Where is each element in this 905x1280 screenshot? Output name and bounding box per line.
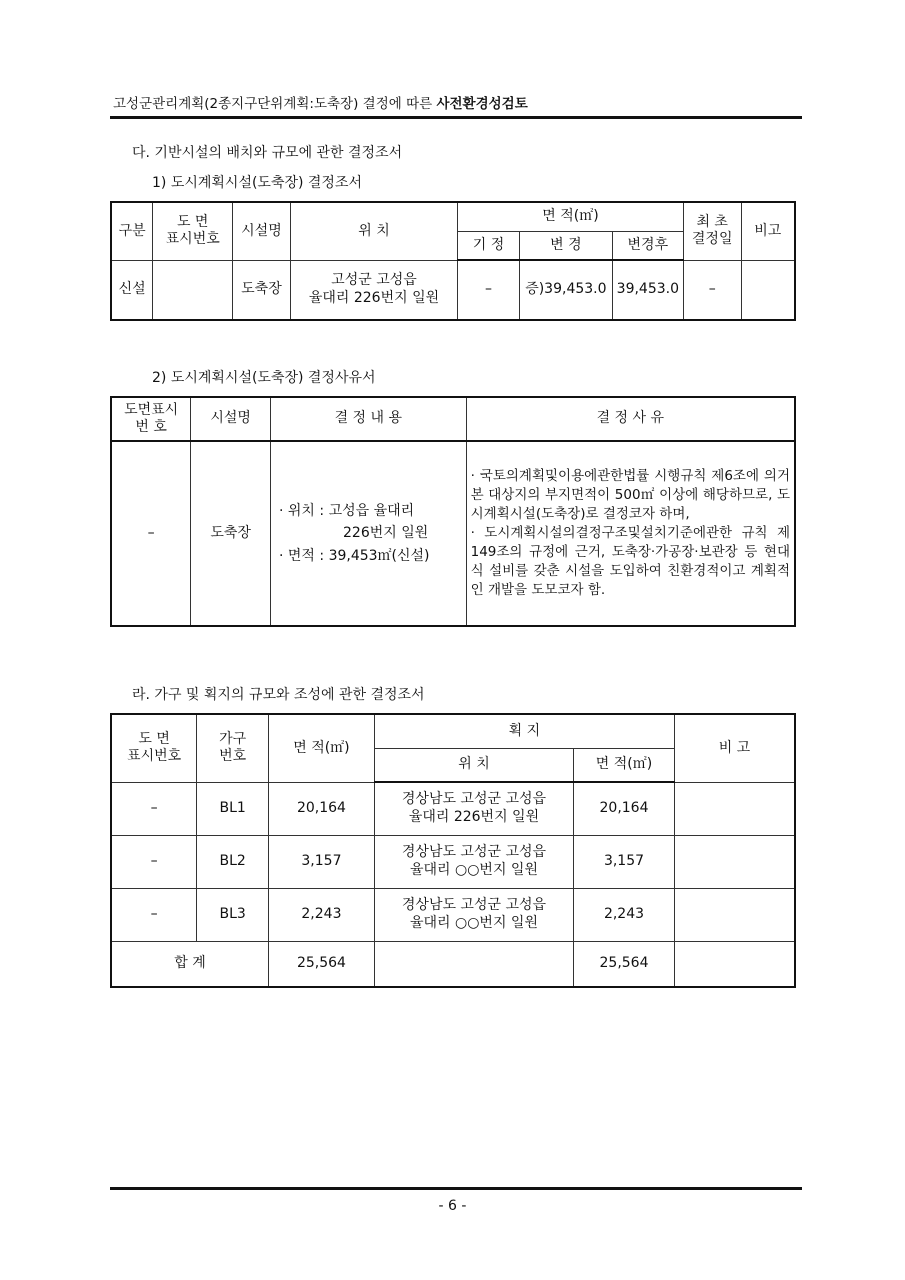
cell-lot-area: 3,157 — [574, 835, 675, 888]
cell-note — [674, 782, 795, 835]
cell-note — [674, 835, 795, 888]
table-row — [111, 835, 795, 888]
th-facility: 시설명 — [191, 397, 271, 441]
th-lot-area: 면 적(㎡) — [574, 748, 675, 782]
cell-gubun: 신설 — [111, 260, 153, 320]
th-block: 가구 번호 — [197, 714, 269, 782]
cell-location: 경상남도 고성군 고성읍 율대리 ○○번지 일원 — [374, 835, 573, 888]
cell-dom: – — [111, 782, 197, 835]
total-row — [111, 941, 795, 987]
cell-dom — [153, 260, 233, 320]
cell-content: · 위치 : 고성읍 율대리 226번지 일원 · 면적 : 39,453㎡(신설) — [271, 441, 467, 626]
cell-dom: – — [111, 835, 197, 888]
table-row — [111, 441, 795, 626]
th-dom: 도 면 표시번호 — [111, 714, 197, 782]
cell-total-label: 합 계 — [111, 941, 269, 987]
th-after: 변경후 — [612, 231, 683, 260]
cell-reason: · 국토의계획및이용에관한법률 시행규칙 제6조에 의거 본 대상지의 부지면적이 500㎡ 이상에 해당하므로, 도시계획시설(도축장)로 결정코자 하며, · 도시계획시설의결정구조및설치기준에관한 규칙 제149조의 규정에 근거, 도축장·가공장·보관장 등 현대식 설비를 갖춘 시설을 도입하여 친환경적이고 계획적인 개발을 도모코자 함. — [466, 441, 795, 626]
cell-note — [674, 888, 795, 941]
table-row — [111, 260, 795, 320]
header-title: 고성군관리계획(2종지구단위계획:도축장) 결정에 따른 — [113, 96, 437, 112]
cell-lot-area: 20,164 — [574, 782, 675, 835]
cell-block: BL2 — [197, 835, 269, 888]
sub2-heading: 2) 도시계획시설(도축장) 결정사유서 — [152, 370, 376, 386]
cell-total-area: 25,564 — [269, 941, 375, 987]
th-dom: 도 면 표시번호 — [153, 202, 233, 260]
cell-location: 경상남도 고성군 고성읍 율대리 ○○번지 일원 — [374, 888, 573, 941]
cell-dom: – — [111, 888, 197, 941]
th-lot: 획 지 — [374, 714, 674, 748]
cell-area: 20,164 — [269, 782, 375, 835]
th-area: 면 적(㎡) — [458, 202, 684, 231]
th-gubun: 구분 — [111, 202, 153, 260]
cell-block: BL3 — [197, 888, 269, 941]
cell-area: 2,243 — [269, 888, 375, 941]
th-change: 변 경 — [519, 231, 612, 260]
page-number: - 6 - — [438, 1198, 467, 1214]
cell-first: – — [683, 260, 741, 320]
block-lot-table — [110, 713, 796, 988]
cell-note — [741, 260, 795, 320]
cell-facility: 도축장 — [191, 441, 271, 626]
cell-existing: – — [458, 260, 520, 320]
cell-area: 3,157 — [269, 835, 375, 888]
header-title-bold: 사전환경성검토 — [436, 96, 528, 112]
th-note: 비 고 — [674, 714, 795, 782]
cell-location: 고성군 고성읍 율대리 226번지 일원 — [290, 260, 457, 320]
cell-facility: 도축장 — [233, 260, 291, 320]
th-note: 비고 — [741, 202, 795, 260]
table-row — [111, 888, 795, 941]
cell-location: 경상남도 고성군 고성읍 율대리 226번지 일원 — [374, 782, 573, 835]
cell-lot-area: 2,243 — [574, 888, 675, 941]
th-existing: 기 정 — [458, 231, 520, 260]
header-rule — [110, 116, 802, 119]
footer-rule — [110, 1187, 802, 1190]
th-dom: 도면표시 번 호 — [111, 397, 191, 441]
sub1-heading: 1) 도시계획시설(도축장) 결정조서 — [152, 175, 363, 191]
section-da-heading: 다. 기반시설의 배치와 규모에 관한 결정조서 — [132, 145, 403, 161]
table-row — [111, 782, 795, 835]
facility-decision-table — [110, 201, 796, 321]
cell-dom: – — [111, 441, 191, 626]
cell-after: 39,453.0 — [612, 260, 683, 320]
page-header — [113, 92, 801, 112]
th-reason: 결 정 사 유 — [466, 397, 795, 441]
cell-total-location — [374, 941, 573, 987]
section-ra-heading: 라. 가구 및 획지의 규모와 조성에 관한 결정조서 — [132, 687, 425, 703]
cell-total-note — [674, 941, 795, 987]
th-location: 위 치 — [290, 202, 457, 260]
th-facility: 시설명 — [233, 202, 291, 260]
th-lot-location: 위 치 — [374, 748, 573, 782]
facility-reason-table — [110, 396, 796, 627]
cell-change: 증)39,453.0 — [519, 260, 612, 320]
cell-total-lot-area: 25,564 — [574, 941, 675, 987]
cell-block: BL1 — [197, 782, 269, 835]
th-area: 면 적(㎡) — [269, 714, 375, 782]
th-first-decision: 최 초 결정일 — [683, 202, 741, 260]
th-content: 결 정 내 용 — [271, 397, 467, 441]
